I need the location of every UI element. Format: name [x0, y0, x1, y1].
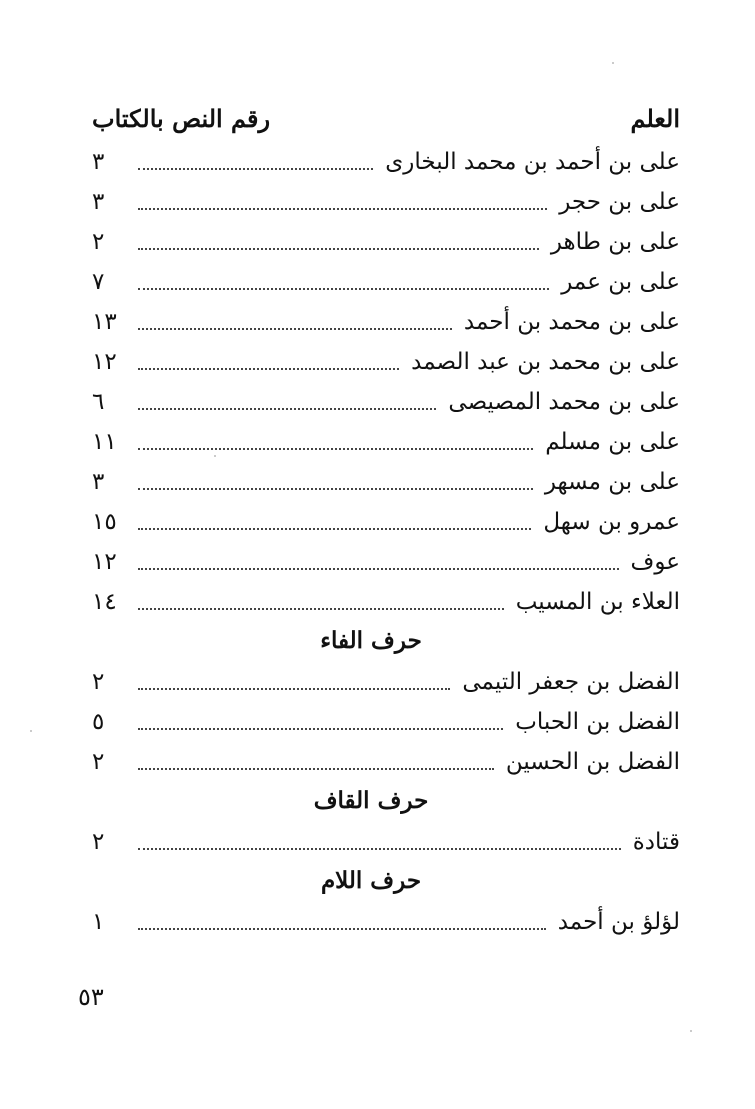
entry-number: ١٣	[92, 309, 117, 335]
index-entry	[92, 340, 680, 380]
index-entry	[92, 460, 680, 500]
paper-speck	[30, 730, 32, 732]
entry-name: على بن أحمد بن محمد البخارى	[385, 149, 680, 175]
dot-leader	[138, 167, 373, 170]
entry-name: الفضل بن الحباب	[515, 709, 680, 735]
dot-leader	[138, 607, 504, 610]
index-entry	[92, 580, 680, 620]
index-entry	[92, 540, 680, 580]
dot-leader	[138, 687, 450, 690]
entry-name: العلاء بن المسيب	[515, 589, 680, 615]
index-entry	[92, 180, 680, 220]
dot-leader	[138, 927, 546, 930]
entry-name: على بن حجر	[559, 189, 680, 215]
dot-leader	[138, 327, 452, 330]
name-column-header: العلم	[630, 103, 680, 133]
index-entry	[92, 380, 680, 420]
entry-number: ١	[92, 909, 105, 935]
dot-leader	[138, 287, 549, 290]
entry-number: ١١	[92, 429, 117, 455]
dot-leader	[138, 447, 533, 450]
dot-leader	[138, 847, 621, 850]
entry-name: لؤلؤ بن أحمد	[557, 909, 680, 935]
index-entry	[92, 420, 680, 460]
entry-number: ٣	[92, 469, 105, 495]
index-header	[92, 98, 680, 138]
entry-name: على بن عمر	[561, 269, 680, 295]
index-entry	[92, 660, 680, 700]
entry-name: عوف	[630, 549, 680, 575]
entry-number: ٧	[92, 269, 105, 295]
entry-number: ٣	[92, 189, 105, 215]
entry-number: ٢	[92, 749, 105, 775]
index-entry	[92, 260, 680, 300]
index-entry	[92, 220, 680, 260]
entry-name: عمرو بن سهل	[543, 509, 680, 535]
section-heading-lam	[92, 860, 680, 900]
index-entry	[92, 900, 680, 940]
index-entry	[92, 740, 680, 780]
text-number-column-header: رقم النص بالكتاب	[92, 103, 271, 133]
entry-name: على بن محمد المصيصى	[448, 389, 680, 415]
section-heading-text: حرف الفاء	[320, 626, 422, 654]
entry-number: ١٢	[92, 549, 117, 575]
entry-name: على بن طاهر	[550, 229, 680, 255]
section-heading-text: حرف اللام	[320, 866, 422, 894]
entry-name: على بن محمد بن أحمد	[463, 309, 680, 335]
dot-leader	[138, 207, 547, 210]
entry-number: ١٥	[92, 509, 117, 535]
paper-speck	[690, 1030, 692, 1032]
entry-number: ٣	[92, 149, 105, 175]
entry-number: ٦	[92, 389, 105, 415]
entry-name: الفضل بن الحسين	[505, 749, 680, 775]
index-entry	[92, 140, 680, 180]
page-number: ٥٣	[78, 983, 104, 1011]
dot-leader	[138, 487, 533, 490]
entry-name: الفضل بن جعفر التيمى	[462, 669, 680, 695]
index-entry	[92, 500, 680, 540]
paper-speck	[612, 62, 614, 64]
entry-name: قتادة	[632, 829, 680, 855]
section-heading-text: حرف القاف	[313, 786, 429, 814]
index-entry	[92, 820, 680, 860]
entry-number: ١٢	[92, 349, 117, 375]
dot-leader	[138, 247, 539, 250]
index-list	[92, 140, 680, 940]
dot-leader	[138, 767, 494, 770]
paper-speck	[214, 455, 216, 457]
dot-leader	[138, 527, 531, 530]
index-entry	[92, 300, 680, 340]
entry-number: ٢	[92, 829, 105, 855]
entry-name: على بن مسهر	[544, 469, 680, 495]
dot-leader	[138, 367, 399, 370]
dot-leader	[138, 727, 503, 730]
section-heading-qaf	[92, 780, 680, 820]
entry-number: ٢	[92, 669, 105, 695]
dot-leader	[138, 567, 619, 570]
entry-number: ١٤	[92, 589, 117, 615]
entry-name: على بن محمد بن عبد الصمد	[411, 349, 680, 375]
entry-name: على بن مسلم	[545, 429, 680, 455]
entry-number: ٢	[92, 229, 105, 255]
index-entry	[92, 700, 680, 740]
section-heading-faa	[92, 620, 680, 660]
entry-number: ٥	[92, 709, 105, 735]
dot-leader	[138, 407, 436, 410]
